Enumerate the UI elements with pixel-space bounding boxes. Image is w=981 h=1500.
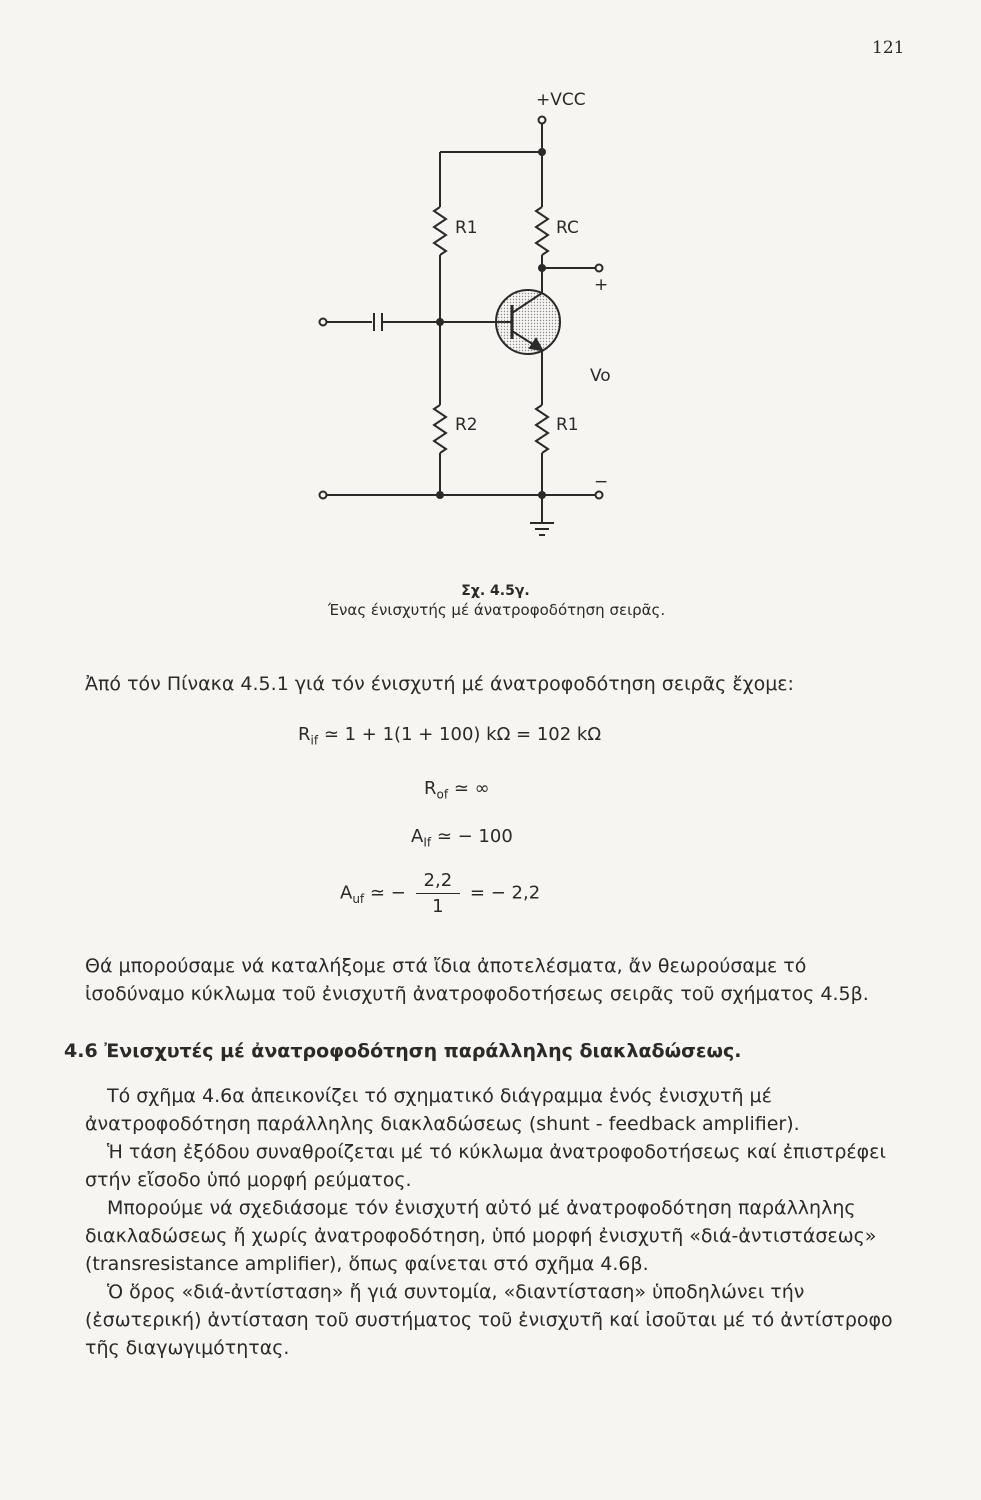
paragraph-1: Θά μπορούσαμε νά καταλήξομε στά ἴδια ἀποτελέσματα, ἄν θεωρούσαμε τό ἰσοδύναμο κύκλωμα τοῦ ἐνισχυτῆ ἀνατροφοδοτήσεως σειρᾶς τοῦ σχήματος 4.5β. bbox=[85, 955, 869, 1005]
figure-number: Σχ. 4.5γ. bbox=[461, 583, 530, 599]
r1-top-resistor bbox=[434, 207, 446, 255]
section-heading: 4.6 Ἐνισχυτές μέ ἀνατροφοδότηση παράλληλης διακλαδώσεως. bbox=[64, 1040, 742, 1062]
intro-text: Ἀπό τόν Πίνακα 4.5.1 γιά τόν ένισχυτή μέ άνατροφοδότηση σειρᾶς ἔχομε: bbox=[85, 673, 794, 695]
vo-label: Vo bbox=[590, 366, 611, 386]
equation-aif: $A_{If}$ ≃ − 100 bbox=[411, 826, 513, 850]
r2-label: R2 bbox=[455, 415, 478, 435]
junction-dot bbox=[436, 491, 444, 499]
figure-caption: Ένας ένισχυτής μέ άνατροφοδότηση σειρᾶς. bbox=[327, 601, 666, 619]
circuit-diagram bbox=[290, 85, 650, 565]
junction-dot bbox=[538, 264, 546, 272]
r1-top-label: R1 bbox=[455, 218, 478, 238]
r2-resistor bbox=[434, 405, 446, 453]
equation-auf: $A_{uf}$ ≃ − $\frac{2,2}{1}$ = − 2,2 bbox=[340, 870, 541, 917]
body-paragraph: Ἡ τάση ἐξόδου συναθροίζεται μέ τό κύκλωμα ἀνατροφοδοτήσεως καί ἐπιστρέφει στήν εἴσοδο ὑπό μορφή ρεύματος. bbox=[85, 1141, 886, 1191]
transistor bbox=[496, 290, 560, 354]
equation-rif: $R_{if}$ ≃ 1 + 1(1 + 100) kΩ = 102 kΩ bbox=[298, 724, 602, 748]
plus-label: + bbox=[594, 275, 609, 295]
body-paragraph: Ὁ ὅρος «διά-ἀντίσταση» ἤ γιά συντομία, «διαντίσταση» ὑποδηλώνει τήν (ἐσωτερική) ἀντίσταση τοῦ συστήματος τοῦ ἐνισχυτῆ καί ἰσοῦται μέ τό ἀντίστροφο τῆς διαγωγιμότητας. bbox=[85, 1281, 893, 1359]
body-paragraph: Μπορούμε νά σχεδιάσομε τόν ἐνισχυτή αὐτό μέ ἀνατροφοδότηση παράλληλης διακλαδώσεως ἤ χωρίς ἀνατροφοδότηση, ὑπό μορφή ἐνισχυτῆ «διά-ἀντιστάσεως» (transresistance amplifier), ὅπως φαίνεται στό σχῆμα 4.6β. bbox=[85, 1197, 877, 1275]
section-body bbox=[85, 1082, 905, 1362]
junction-dot bbox=[538, 148, 546, 156]
minus-label: − bbox=[594, 472, 609, 492]
input-terminal bbox=[320, 319, 327, 326]
r1-bottom-resistor bbox=[536, 405, 548, 453]
output-minus-terminal bbox=[596, 492, 603, 499]
input-ground-terminal bbox=[320, 492, 327, 499]
equation-rof: $R_{of}$ ≃ ∞ bbox=[424, 778, 490, 802]
vcc-label: +VCC bbox=[536, 90, 586, 110]
circuit-figure bbox=[290, 85, 650, 565]
rc-resistor bbox=[536, 207, 548, 255]
r1-bottom-label: R1 bbox=[556, 415, 579, 435]
rc-label: RC bbox=[556, 218, 579, 238]
vcc-terminal bbox=[539, 117, 546, 124]
junction-dot bbox=[436, 318, 444, 326]
output-plus-terminal bbox=[596, 265, 603, 272]
fraction: $\frac{2,2}{1}$ bbox=[416, 870, 461, 917]
page-number: 121 bbox=[872, 38, 905, 58]
body-paragraph: Τό σχῆμα 4.6α ἀπεικονίζει τό σχηματικό διάγραμμα ἑνός ἐνισχυτῆ μέ ἀνατροφοδότηση παράλληλης διακλαδώσεως (shunt - feedback amplifier). bbox=[85, 1085, 800, 1135]
junction-dot bbox=[538, 491, 546, 499]
